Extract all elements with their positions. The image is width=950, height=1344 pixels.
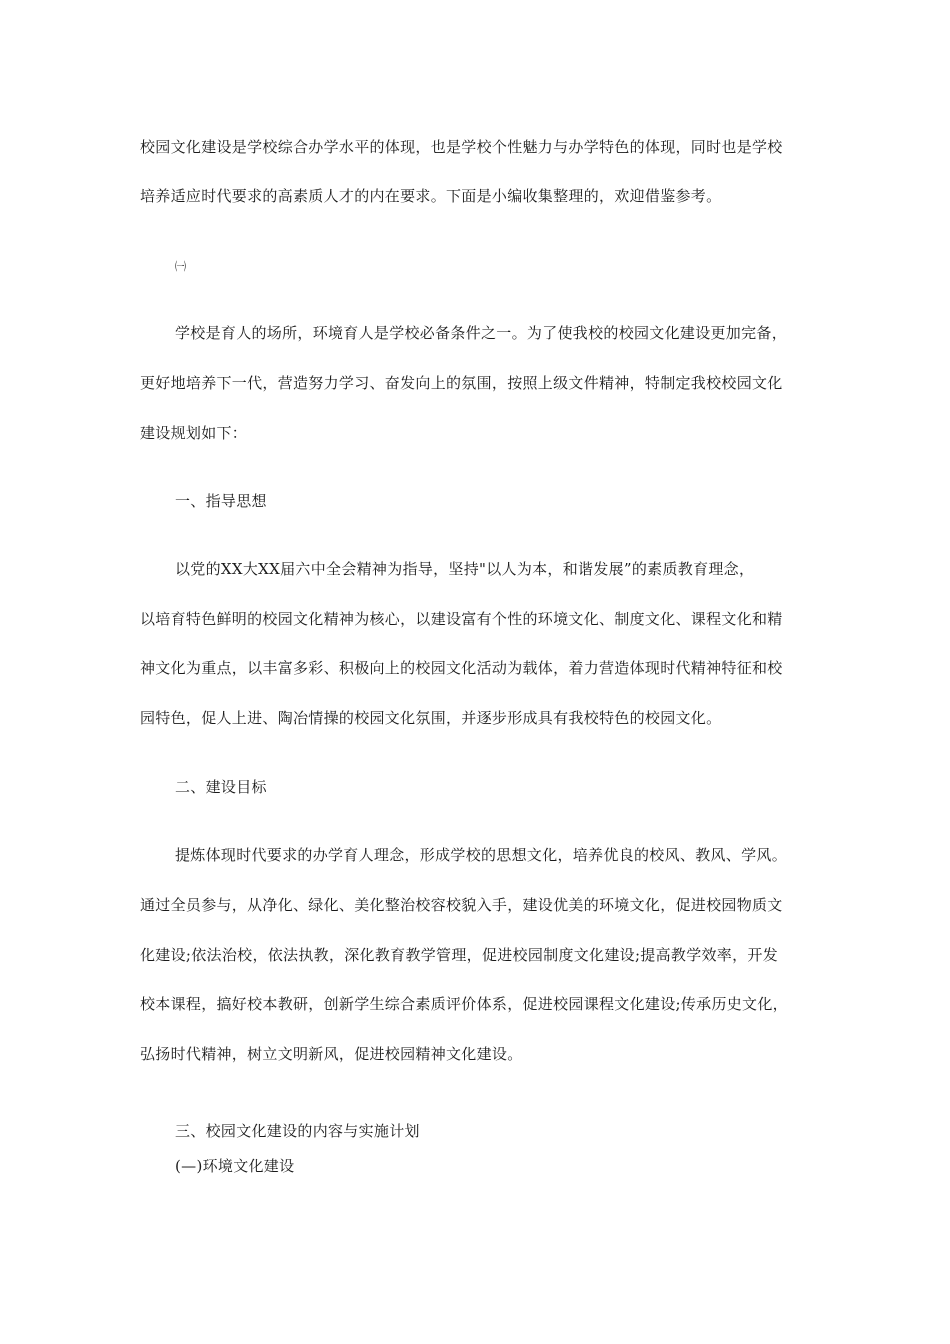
section2-line-5: 弘扬时代精神，树立文明新风，促进校园精神文化建设。 [140, 1045, 523, 1063]
part-marker: ㈠ [175, 260, 187, 273]
intro-line-2: 培养适应时代要求的高素质人才的内在要求。下面是小编收集整理的，欢迎借鉴参考。 [140, 187, 722, 205]
section1-line-1: 以党的XX大XX届六中全会精神为指导，坚持"以人为本，和谐发展”的素质教育理念， [175, 560, 755, 578]
section1-line-2: 以培育特色鲜明的校园文化精神为核心，以建设富有个性的环境文化、制度文化、课程文化和精 [140, 610, 783, 628]
preface-line-1: 学校是育人的场所，环境育人是学校必备条件之一。为了使我校的校园文化建设更加完备， [175, 324, 788, 342]
subsection-heading-environment: (—)环境文化建设 [175, 1157, 295, 1175]
section1-line-3: 神文化为重点，以丰富多彩、积极向上的校园文化活动为载体，着力营造体现时代精神特征和校 [140, 659, 783, 677]
preface-line-3: 建设规划如下： [140, 424, 248, 442]
section-heading-content-and-plan: 三、校园文化建设的内容与实施计划 [175, 1122, 420, 1140]
section1-line-4: 园特色，促人上进、陶冶情操的校园文化氛围，并逐步形成具有我校特色的校园文化。 [140, 709, 722, 727]
preface-line-2: 更好地培养下一代，营造努力学习、奋发向上的氛围，按照上级文件精神，特制定我校校园文化 [140, 374, 783, 392]
section2-line-1: 提炼体现时代要求的办学育人理念，形成学校的思想文化，培养优良的校风、教风、学风。 [175, 846, 788, 864]
section2-line-2: 通过全员参与，从净化、绿化、美化整治校容校貌入手，建设优美的环境文化，促进校园物质文 [140, 896, 783, 914]
section-heading-construction-goals: 二、建设目标 [175, 778, 267, 796]
section-heading-guiding-ideology: 一、指导思想 [175, 492, 267, 510]
section2-line-3: 化建设;依法治校，依法执教，深化教育教学管理，促进校园制度文化建设;提高教学效率，开发 [140, 946, 779, 964]
intro-line-1: 校园文化建设是学校综合办学水平的体现，也是学校个性魅力与办学特色的体现，同时也是学校 [140, 138, 783, 156]
section2-line-4: 校本课程，搞好校本教研，创新学生综合素质评价体系，促进校园课程文化建设;传承历史文化， [140, 995, 788, 1013]
